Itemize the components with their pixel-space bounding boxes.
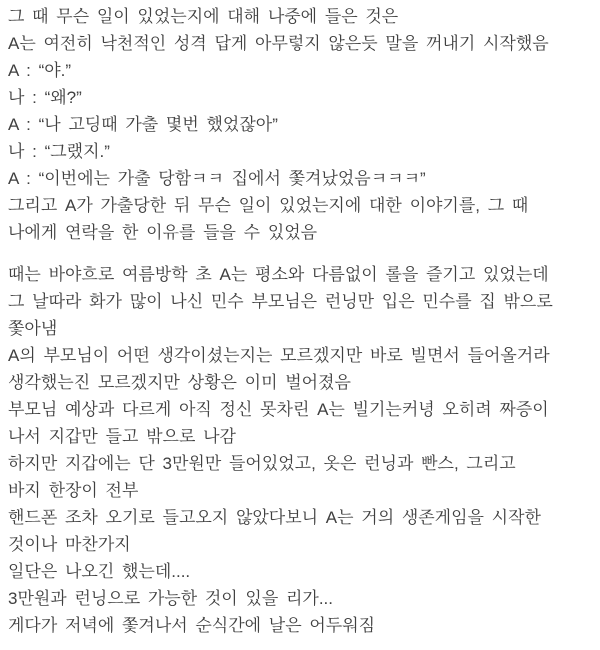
dialogue-line: 나 : “왜?” [8, 88, 82, 107]
text-line: 쫓아냄 [8, 319, 58, 338]
text-line: A는 여전히 낙천적인 성격 답게 아무렇지 않은듯 말을 꺼내기 시작했음 [8, 34, 549, 53]
dialogue-line: 나 : “그랬지.” [8, 142, 110, 161]
text-line: 나서 지갑만 들고 밖으로 나감 [8, 427, 236, 446]
text-line: 그 때 무슨 일이 있었는지에 대해 나중에 들은 것은 [8, 7, 399, 26]
dialogue-line: A : “나 고딩때 가출 몇번 했었잖아” [8, 115, 278, 134]
text-line: 나에게 연락을 한 이유를 들을 수 있었음 [8, 223, 318, 242]
text-line: 것이나 마찬가지 [8, 535, 131, 554]
text-line: 일단은 나오긴 했는데.... [8, 562, 191, 581]
dialogue-line: A : “야.” [8, 61, 72, 80]
text-line: A의 부모님이 어떤 생각이셨는지는 모르겠지만 바로 빌면서 들어올거라 [8, 346, 550, 365]
text-line: 3만원과 런닝으로 가능한 것이 있을 리가... [8, 589, 333, 608]
text-line: 그 날따라 화가 많이 나신 민수 부모님은 런닝만 입은 민수를 집 밖으로 [8, 292, 553, 311]
dialogue-line: A : “이번에는 가출 당함ㅋㅋ 집에서 쫓겨났었음ㅋㅋㅋ” [8, 169, 426, 188]
text-line: 하지만 지갑에는 단 3만원만 들어있었고, 옷은 런닝과 빤스, 그리고 [8, 454, 516, 473]
text-line: 생각했는진 모르겠지만 상황은 이미 벌어졌음 [8, 373, 351, 392]
story-paragraph-1 [8, 3, 592, 246]
text-line: 때는 바야흐로 여름방학 초 A는 평소와 다름없이 롤을 즐기고 있었는데 [8, 265, 549, 284]
text-line: 그리고 A가 가출당한 뒤 무슨 일이 있었는지에 대한 이야기를, 그 때 [8, 196, 529, 215]
text-line: 게다가 저녁에 쫓겨나서 순식간에 날은 어두워짐 [8, 616, 376, 635]
text-line: 부모님 예상과 다르게 아직 정신 못차린 A는 빌기는커녕 오히려 짜증이 [8, 400, 549, 419]
text-line: 바지 한장이 전부 [8, 481, 139, 500]
story-paragraph-2 [8, 261, 592, 639]
text-line: 핸드폰 조차 오기로 들고오지 않았다보니 A는 거의 생존게임을 시작한 [8, 508, 541, 527]
